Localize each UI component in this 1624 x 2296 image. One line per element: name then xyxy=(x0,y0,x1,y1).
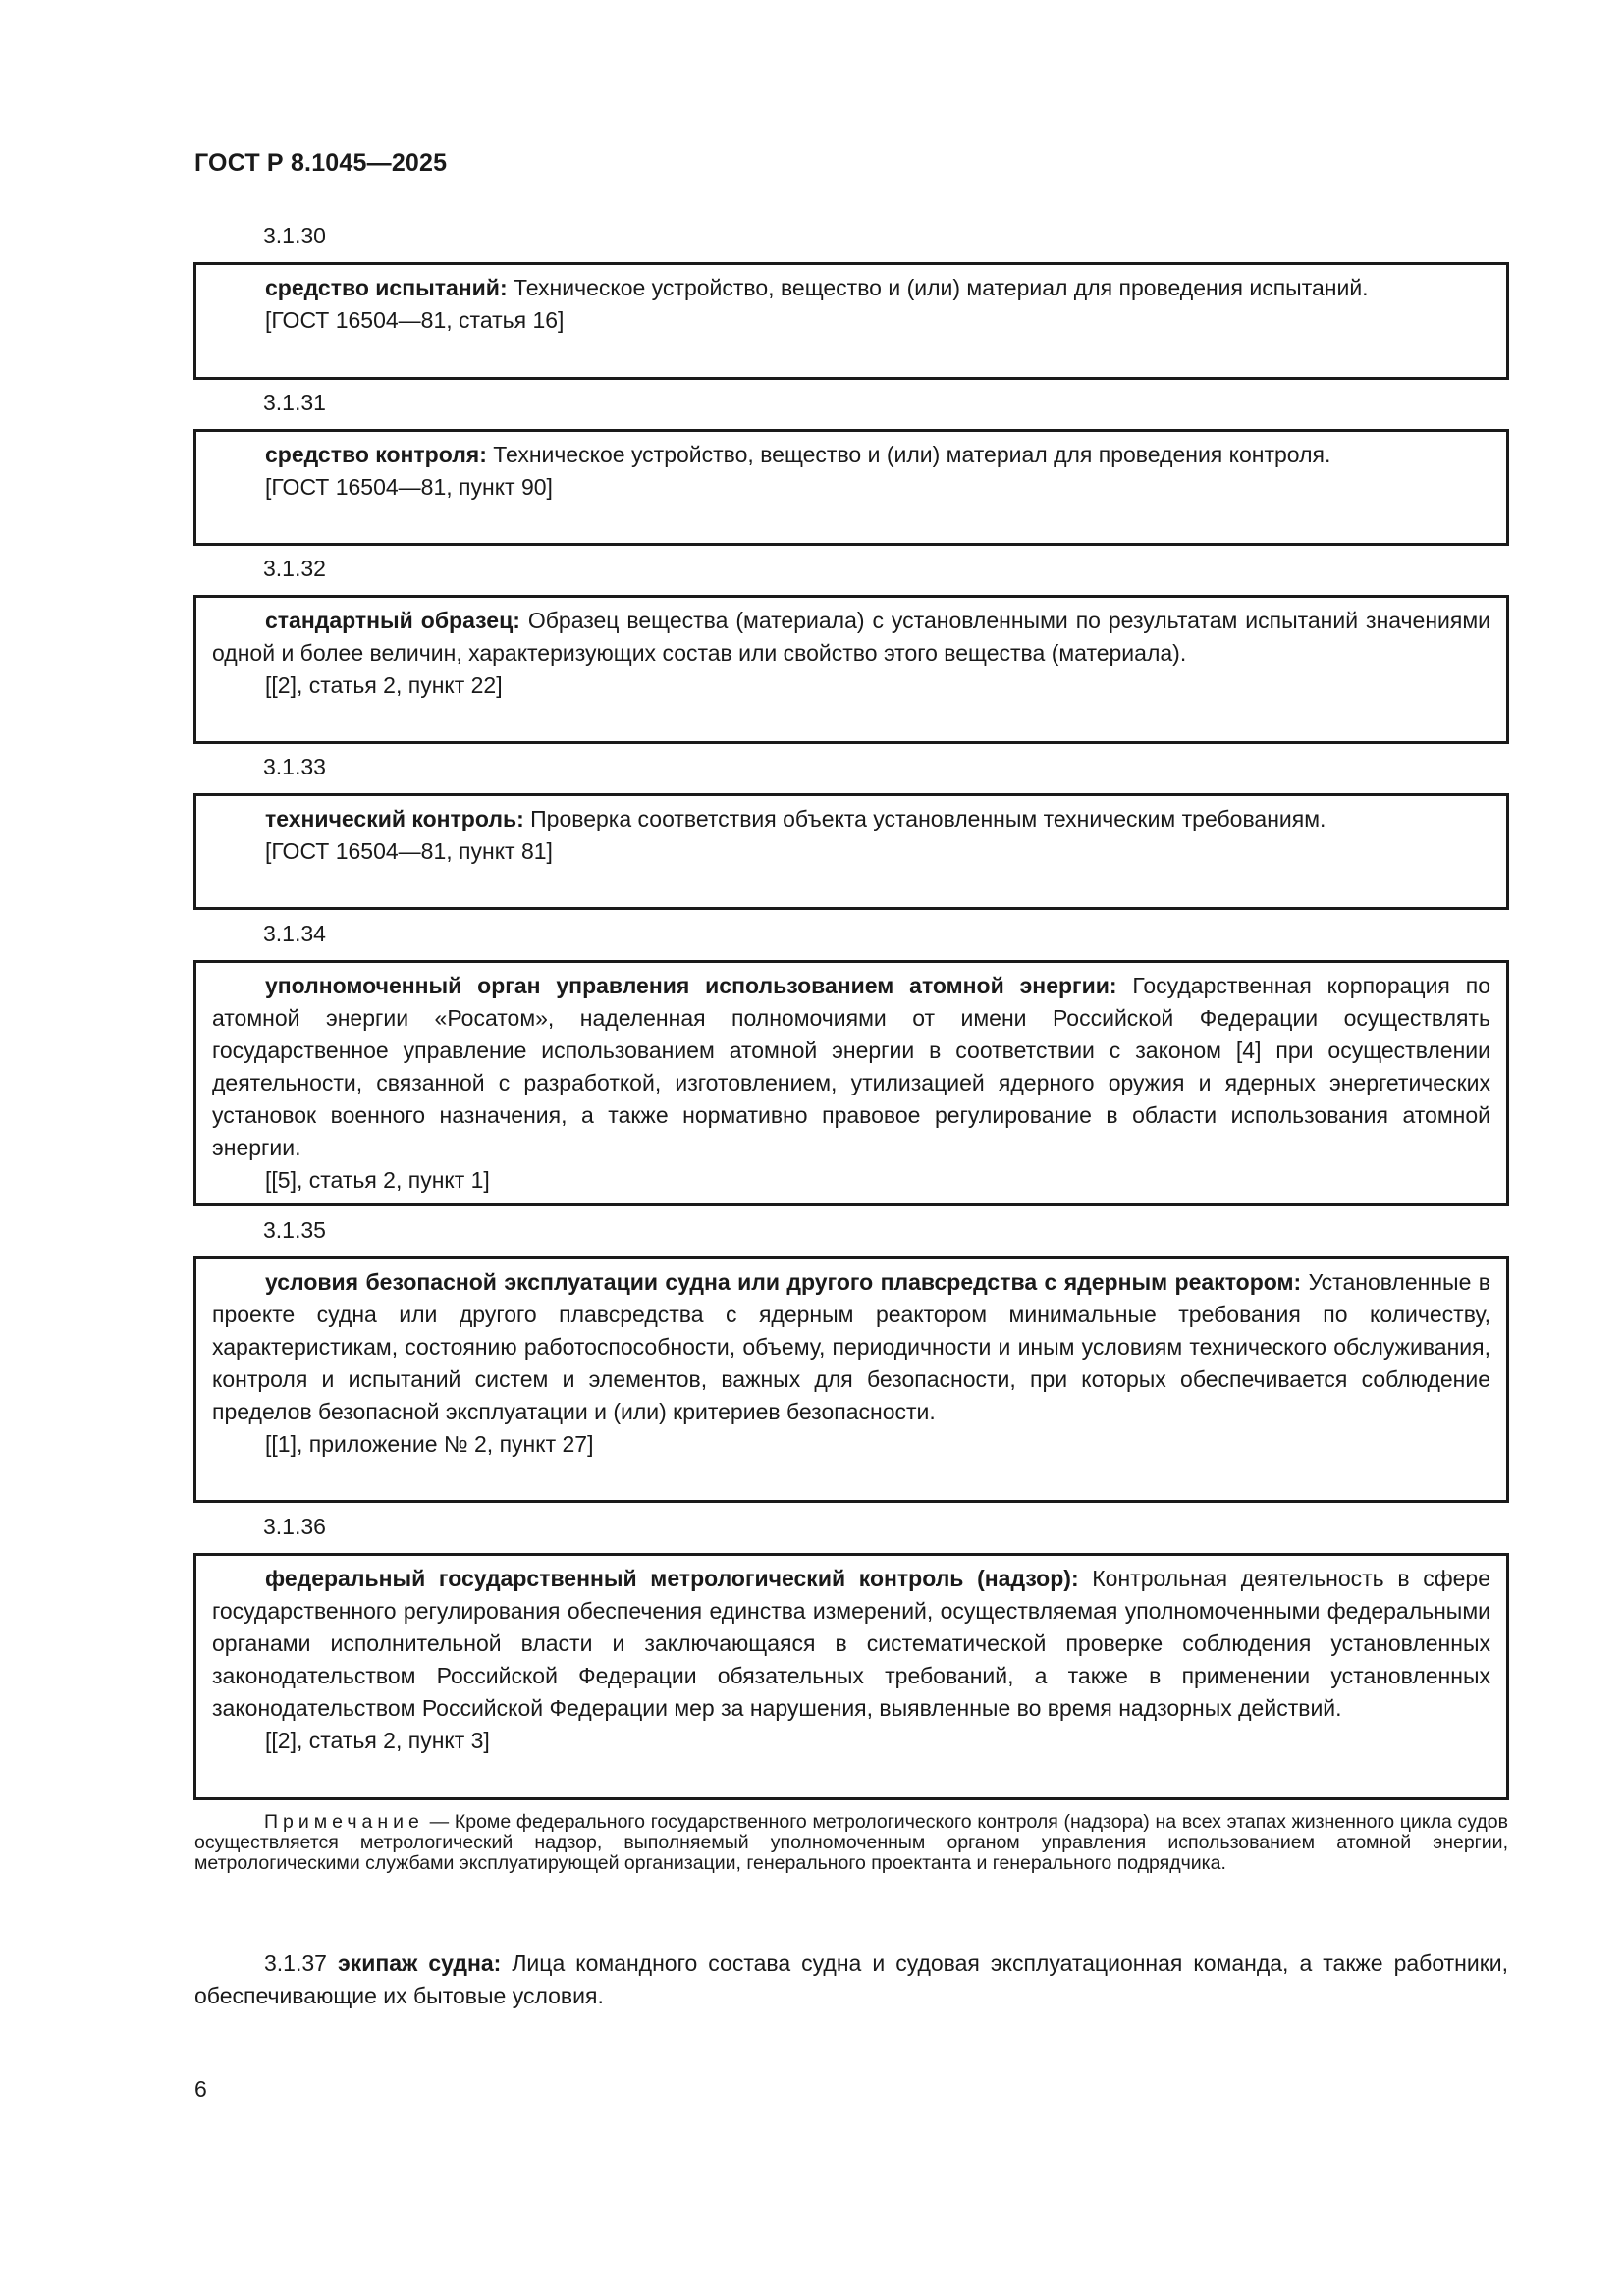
definition-text xyxy=(212,803,1490,835)
term-definition: Образец вещества (материала) с установленными по результатам испытаний значениями одной и более величин, характеризующих состав или свойство этого вещества (материала). xyxy=(212,608,1490,666)
definition-text xyxy=(212,970,1490,1164)
term-definition: Проверка соответствия объекта установленным техническим требованиям. xyxy=(523,806,1326,831)
definition-box xyxy=(193,262,1509,380)
source-citation: [[5], статья 2, пункт 1] xyxy=(265,1167,490,1193)
term-name: условия безопасной эксплуатации судна или другого плавсредства с ядерным реактором: xyxy=(265,1269,1302,1295)
term-name: уполномоченный орган управления использованием атомной энергии: xyxy=(265,973,1117,998)
definition-text xyxy=(212,439,1490,471)
source-citation: [ГОСТ 16504—81, пункт 81] xyxy=(265,838,553,864)
source-citation: [[2], статья 2, пункт 3] xyxy=(265,1728,490,1753)
term-entry xyxy=(193,918,1509,1206)
entry-number: 3.1.35 xyxy=(263,1217,326,1243)
entry-number: 3.1.34 xyxy=(263,921,326,946)
source-citation: [[2], статья 2, пункт 22] xyxy=(265,672,503,698)
term-definition: Техническое устройство, вещество и (или) материал для проведения контроля. xyxy=(486,442,1331,467)
definition-box xyxy=(193,595,1509,744)
definition-box xyxy=(193,793,1509,910)
definition-text xyxy=(212,1266,1490,1428)
term-paragraph xyxy=(194,1948,1508,2012)
note xyxy=(194,1812,1508,1874)
term-definition: Контрольная деятельность в сфере государственного регулирования обеспечения единства измерений, осуществляемая уполномоченными федеральными органами исполнительной власти и заключающаяся в систематической проверке соблюдения установленных законодательством Российской Федерации обязательных требований, а также в применении установленных законодательством Российской Федерации мер за нарушения, выявленные во время надзорных действий. xyxy=(212,1566,1490,1721)
term-definition: Лица командного состава судна и судовая эксплуатационная команда, а также работники, обеспечивающие их бытовые условия. xyxy=(194,1950,1509,2008)
term-entry xyxy=(193,1511,1509,1800)
entry-number: 3.1.33 xyxy=(263,754,326,779)
definition-text xyxy=(212,272,1490,304)
term-definition: Техническое устройство, вещество и (или) материал для проведения испытаний. xyxy=(507,275,1369,300)
source-citation: [[1], приложение № 2, пункт 27] xyxy=(265,1431,594,1457)
note-dash: — xyxy=(423,1811,455,1833)
term-entry xyxy=(193,220,1509,380)
definition-box xyxy=(193,960,1509,1206)
term-entry xyxy=(193,387,1509,546)
term-entry xyxy=(193,553,1509,744)
definition-box xyxy=(193,1553,1509,1800)
note-text: Кроме федерального государственного метрологического контроля (надзора) на всех этапах жизненного цикла судов осуществляется метрологический надзор, выполняемый уполномоченным органом управления использованием атомной энергии, метрологическими службами эксплуатирующей организации, генерального проектанта и генерального подрядчика. xyxy=(194,1811,1508,1874)
entry-number: 3.1.32 xyxy=(263,556,326,581)
term-name: экипаж судна: xyxy=(337,1950,502,1976)
term-name: федеральный государственный метрологический контроль (надзор): xyxy=(265,1566,1079,1591)
page-number: 6 xyxy=(194,2076,207,2102)
source-citation: [ГОСТ 16504—81, пункт 90] xyxy=(265,474,553,500)
term-name: средство контроля: xyxy=(265,442,487,467)
term-name: стандартный образец: xyxy=(265,608,520,633)
entry-number: 3.1.30 xyxy=(263,223,326,248)
document-code-header: ГОСТ Р 8.1045—2025 xyxy=(194,149,448,177)
definition-box xyxy=(193,1256,1509,1503)
definition-box xyxy=(193,429,1509,546)
entry-number: 3.1.31 xyxy=(263,390,326,415)
term-name: технический контроль: xyxy=(265,806,524,831)
term-name: средство испытаний: xyxy=(265,275,508,300)
entry-number: 3.1.37 xyxy=(264,1950,327,1976)
entry-number: 3.1.36 xyxy=(263,1514,326,1539)
source-citation: [ГОСТ 16504—81, статья 16] xyxy=(265,307,565,333)
term-entry xyxy=(193,1214,1509,1503)
definition-text xyxy=(212,1563,1490,1725)
term-definition: Установленные в проекте судна или другого плавсредства с ядерным реактором минимальные требования по количеству, характеристикам, состоянию работоспособности, объему, периодичности и иным условиям технического обслуживания, контроля и испытаний систем и элементов, важных для безопасности, при которых обеспечивается соблюдение пределов безопасной эксплуатации и (или) критериев безопасности. xyxy=(212,1269,1490,1424)
note-label: Примечание xyxy=(264,1811,424,1833)
term-entry xyxy=(193,751,1509,910)
definition-text xyxy=(212,605,1490,669)
term-definition: Государственная корпорация по атомной энергии «Росатом», наделенная полномочиями от имени Российской Федерации осуществлять государственное управление использованием атомной энергии в соответствии с законом [4] при осуществлении деятельности, связанной с разработкой, изготовлением, утилизацией ядерного оружия и ядерных энергетических установок военного назначения, а также нормативно правовое регулирование в области использования атомной энергии. xyxy=(212,973,1490,1160)
